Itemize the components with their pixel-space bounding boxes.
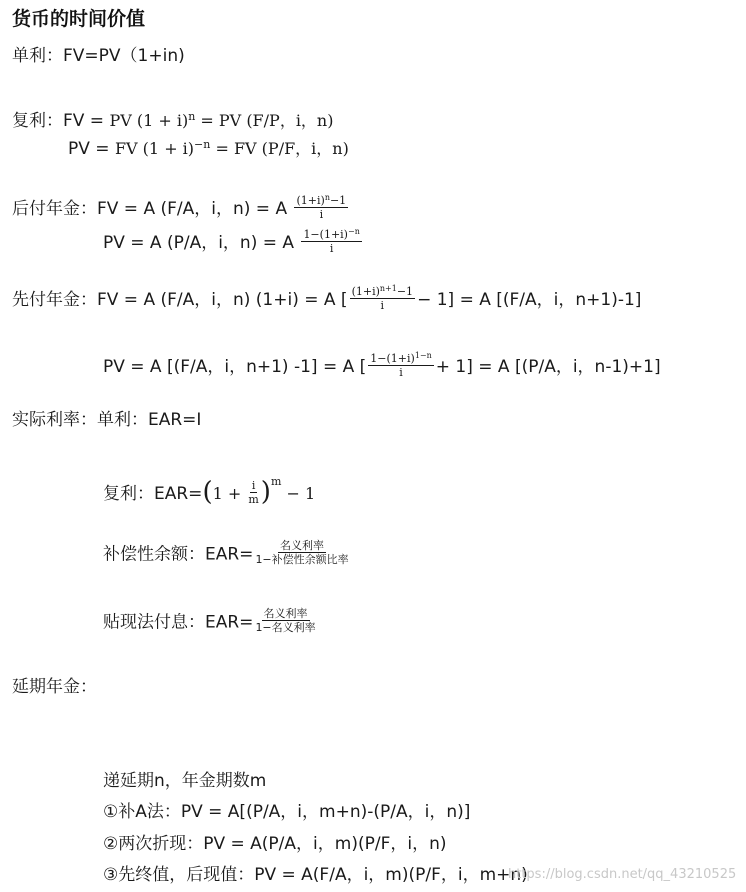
annuity-due-pv-text: PV = A [(F/A，i，n+1) -1] = A [ — [103, 357, 367, 377]
oa-pv-num-exp: −n — [347, 227, 360, 236]
ear-label: 实际利率： — [12, 410, 97, 430]
compound-pv-exp: −n — [194, 138, 211, 151]
ear-compound-num: i — [251, 478, 256, 492]
deferred-line-1: 递延期n，年金期数m — [103, 771, 267, 791]
compound-fv-right: PV (1 + i) — [109, 111, 189, 130]
oa-fv-num: (1+i) — [296, 194, 325, 207]
ear-discount-row — [103, 607, 318, 635]
annuity-due-fv-row — [12, 284, 642, 313]
ear-compensating-den: 1−补偿性余额比率 — [255, 553, 349, 566]
ear-compound-tail: − 1 — [281, 484, 316, 503]
deferred-label: 延期年金： — [12, 677, 97, 697]
ad-pv-num: 1−(1+i) — [370, 352, 415, 365]
ordinary-annuity-label: 后付年金： — [12, 199, 97, 219]
annuity-due-fv-text: FV = A (F/A，i，n) (1+i) = A [ — [97, 290, 348, 310]
ad-fv-num-exp: n+1 — [379, 284, 397, 293]
ear-compound-one: 1 + — [212, 484, 247, 503]
ear-discount-label: 贴现法付息：EAR= — [103, 612, 254, 633]
oa-fv-num-tail: −1 — [329, 194, 347, 207]
ordinary-annuity-pv-fraction — [301, 228, 361, 254]
ear-discount-num: 名义利率 — [263, 607, 308, 620]
ear-compound-exp: m — [270, 475, 282, 488]
oa-pv-den: i — [329, 242, 334, 255]
ordinary-annuity-fv-row — [12, 193, 350, 222]
annuity-due-fv-tail: − 1] = A [(F/A，i，n+1)-1] — [417, 290, 642, 310]
compound-label: 复利： — [12, 111, 63, 131]
ear-simple: 单利：EAR=I — [97, 410, 202, 430]
ordinary-annuity-fv-text: FV = A (F/A，i，n) = A — [97, 199, 288, 219]
ear-compensating-num: 名义利率 — [280, 539, 325, 552]
ear-compound-label: 复利：EAR= — [103, 484, 203, 504]
compound-pv-right: FV (1 + i) — [114, 139, 195, 158]
ad-pv-den: i — [399, 366, 403, 379]
page-title: 货币的时间价值 — [12, 8, 146, 30]
annuity-due-pv-fraction — [368, 352, 434, 378]
simple-interest-formula: FV=PV（1+in) — [63, 46, 185, 66]
ad-pv-num-exp: 1−n — [414, 351, 432, 360]
ear-compound-row: 复利：EAR=(1 + $\frac{i}{m}$ )$^m$ − 1 — [103, 475, 316, 507]
oa-pv-num: 1−(1+i) — [303, 228, 348, 241]
ear-discount-fraction — [255, 608, 315, 633]
compound-pv-left: PV = — [68, 139, 115, 159]
deferred-line-3: ②两次折现：PV = A(P/A，i，m)(P/F，i，n) — [103, 834, 447, 854]
ad-fv-num-tail: −1 — [396, 285, 414, 298]
ordinary-annuity-fv-fraction — [294, 194, 348, 220]
ear-compensating-fraction — [255, 540, 348, 565]
oa-fv-num-exp: n — [324, 193, 330, 202]
annuity-due-fv-fraction — [350, 285, 416, 311]
deferred-line-2: ①补A法：PV = A[(P/A，i，m+n)-(P/A，i，n)] — [103, 802, 471, 822]
ordinary-annuity-pv-text: PV = A (P/A，i，n) = A — [103, 233, 295, 253]
simple-interest-label: 单利： — [12, 46, 63, 66]
compound-fv-row — [12, 111, 333, 130]
ear-compound-fraction — [248, 480, 258, 505]
compound-pv-row — [68, 139, 349, 158]
ordinary-annuity-pv-row — [103, 227, 364, 256]
ear-compensating-row — [103, 539, 351, 567]
annuity-due-pv-row — [103, 351, 661, 380]
ear-compensating-label: 补偿性余额：EAR= — [103, 544, 254, 565]
ad-fv-den: i — [380, 299, 385, 312]
ad-fv-num: (1+i) — [351, 285, 380, 298]
simple-interest-row — [12, 48, 185, 65]
ear-discount-den: 1−名义利率 — [255, 621, 316, 634]
deferred-line-4: ③先终值，后现值：PV = A(F/A，i，m)(P/F，i，m+n) — [103, 865, 528, 885]
ear-compound-den: m — [248, 492, 259, 506]
watermark: https://blog.csdn.net/qq_43210525 — [508, 867, 737, 882]
annuity-due-label: 先付年金： — [12, 290, 97, 310]
compound-fv-exp: n — [188, 110, 196, 123]
annuity-due-pv-tail: + 1] = A [(P/A，i，n-1)+1] — [435, 357, 661, 377]
ear-simple-row — [12, 412, 201, 429]
compound-fv-left: FV = — [63, 111, 110, 131]
compound-fv-tail: = PV (F/P，i，n) — [195, 111, 334, 130]
compound-pv-tail: = FV (P/F，i，n) — [210, 139, 349, 158]
oa-fv-den: i — [319, 208, 324, 221]
